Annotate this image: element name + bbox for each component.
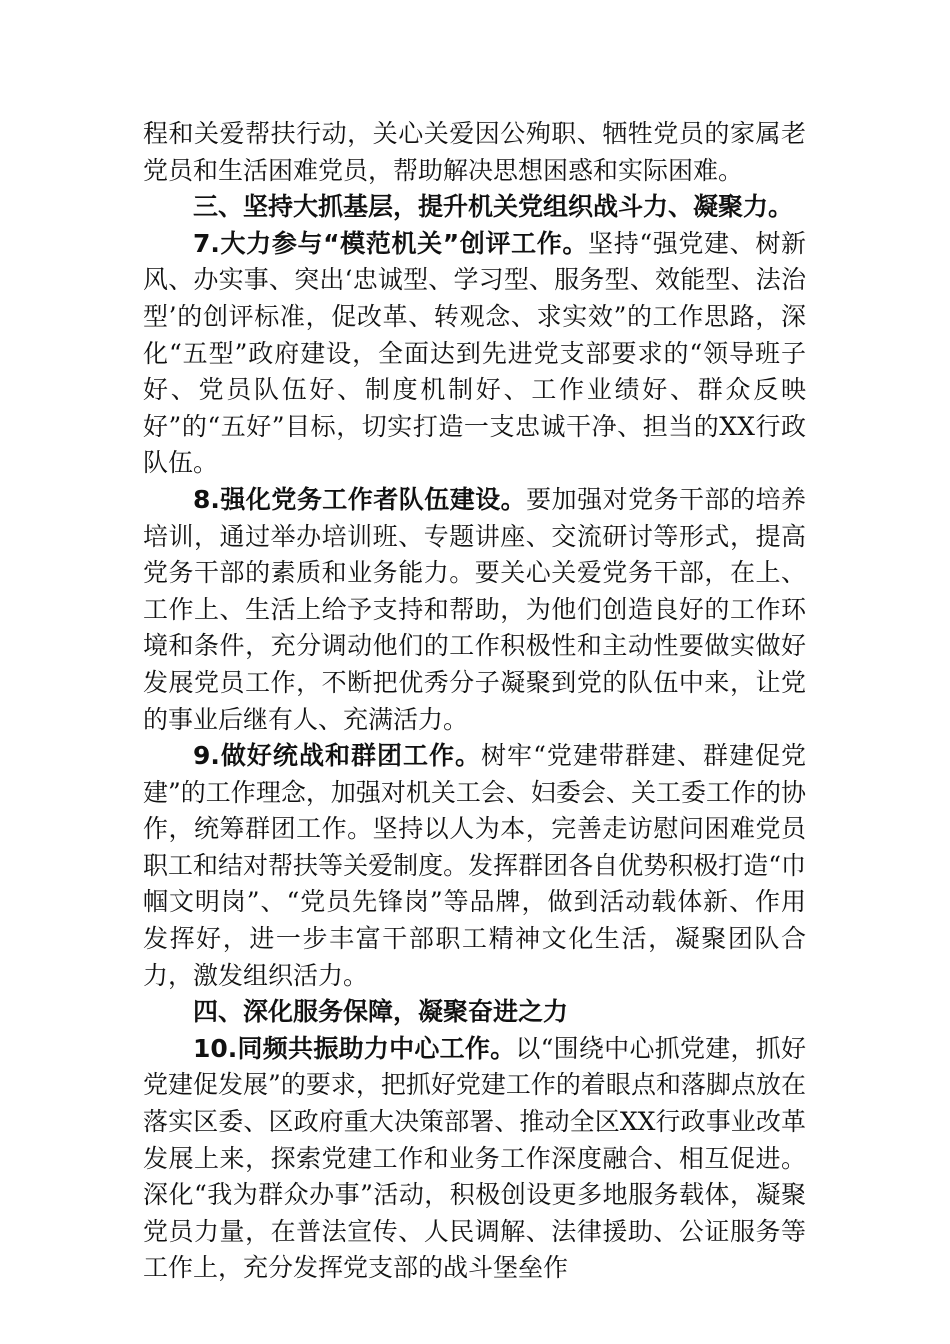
paragraph-continuation: 程和关爱帮扶行动，关心关爱因公殉职、牺牲党员的家属老党员和生活困难党员，帮助解决思想困惑和实际困难。 (143, 119, 806, 185)
paragraph-7 (143, 226, 806, 482)
paragraph-7-lead: 7.大力参与“模范机关”创评工作。 (193, 228, 589, 258)
section-heading-3: 三、坚持大抓基层，提升机关党组织战斗力、凝聚力。 (193, 192, 794, 222)
paragraph-8-lead: 8.强化党务工作者队伍建设。 (193, 484, 527, 514)
paragraph-9 (143, 738, 806, 994)
section-heading-4: 四、深化服务保障，凝聚奋进之力 (193, 997, 569, 1027)
document-page (143, 116, 806, 1287)
paragraph-7-body: 坚持“强党建、树新风、办实事、突出‘忠诚型、学习型、服务型、效能型、法治型’的创评标准，促改革、转观念、求实效”的工作思路，深化“五型”政府建设，全面达到先进党支部要求的“领导班子好、党员队伍好、制度机制好、工作业绩好、群众反映好”的“五好”目标，切实打造一支忠诚干净、担当的XX行政队伍。 (143, 228, 806, 478)
paragraph-8 (143, 482, 806, 738)
paragraph-9-body: 树牢“党建带群建、群建促党建”的工作理念，加强对机关工会、妇委会、关工委工作的协作，统筹群团工作。坚持以人为本，完善走访慰问困难党员职工和结对帮扶等关爱制度。发挥群团各自优势积极打造“巾帼文明岗”、“党员先锋岗”等品牌，做到活动载体新、作用发挥好，进一步丰富干部职工精神文化生活，凝聚团队合力，激发组织活力。 (143, 741, 806, 990)
paragraph-9-lead: 9.做好统战和群团工作。 (193, 741, 482, 771)
paragraph-10-lead: 10.同频共振助力中心工作。 (193, 1033, 516, 1063)
paragraph-8-body: 要加强对党务干部的培养培训，通过举办培训班、专题讲座、交流研讨等形式，提高党务干部的素质和业务能力。要关心关爱党务干部，在上、工作上、生活上给予支持和帮助，为他们创造良好的工作环境和条件，充分调动他们的工作积极性和主动性要做实做好发展党员工作，不断把优秀分子凝聚到党的队伍中来，让党的事业后继有人、充满活力。 (143, 484, 806, 734)
paragraph-10-body: 以“围绕中心抓党建，抓好党建促发展”的要求，把抓好党建工作的着眼点和落脚点放在落实区委、区政府重大决策部署、推动全区XX行政事业改革发展上来，探索党建工作和业务工作深度融合、相互促进。深化“我为群众办事”活动，积极创设更多地服务载体，凝聚党员力量，在普法宣传、人民调解、法律援助、公证服务等工作上，充分发挥党支部的战斗堡垒作 (143, 1033, 806, 1283)
paragraph-10 (143, 1031, 806, 1287)
